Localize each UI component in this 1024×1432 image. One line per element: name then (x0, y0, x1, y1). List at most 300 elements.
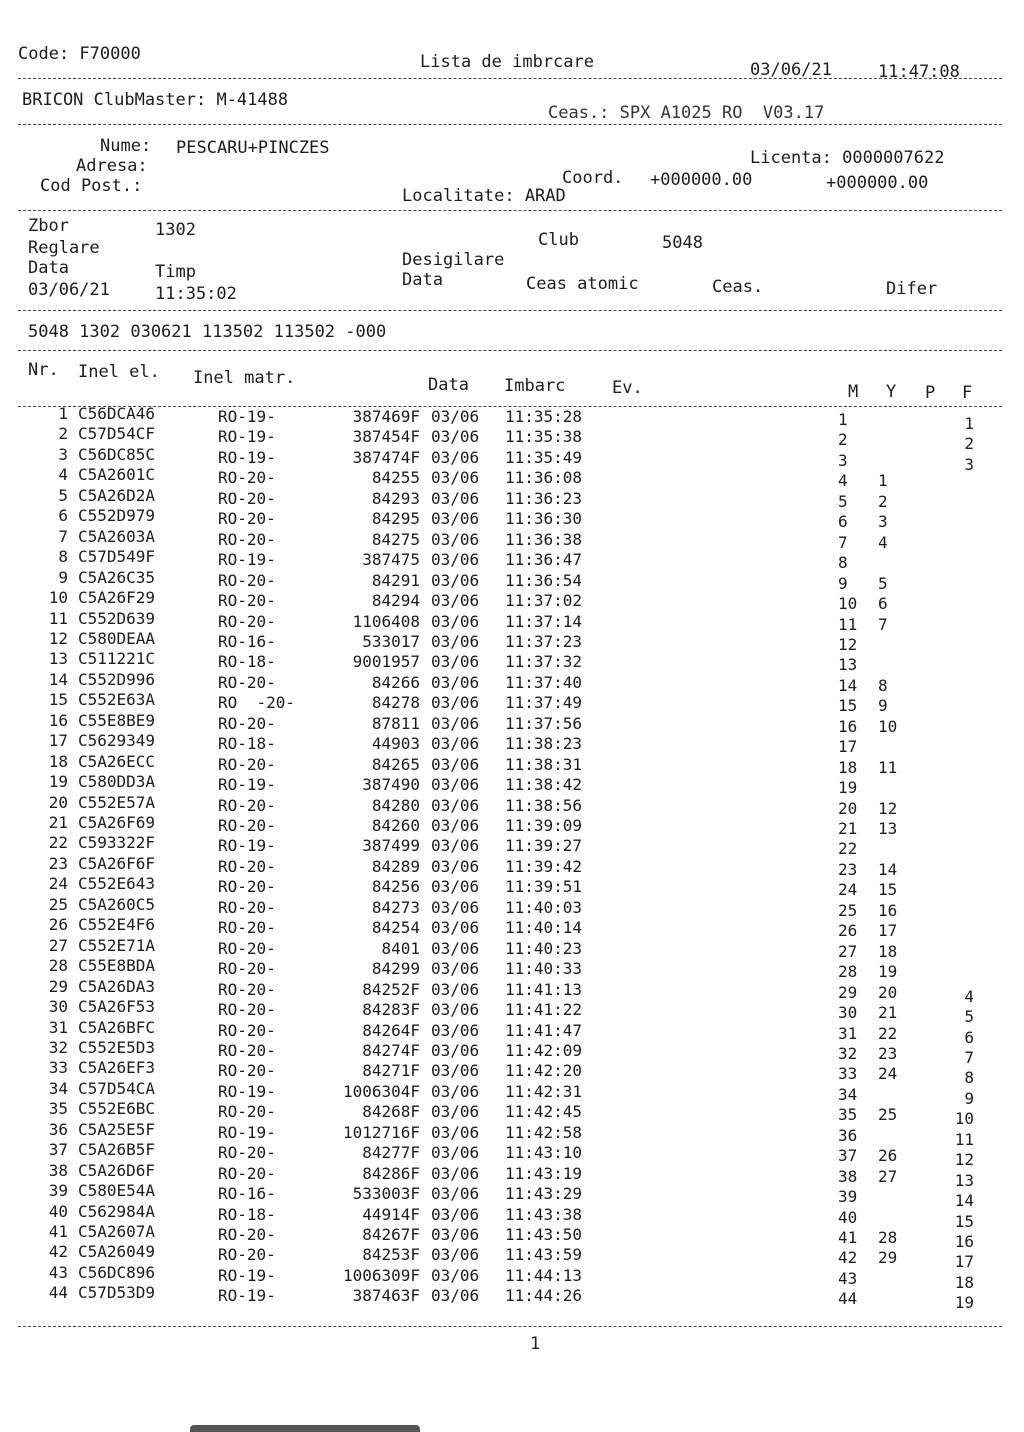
table-row (0, 874, 1024, 900)
arrival-date: 03/06 (431, 591, 480, 611)
ring-prefix: RO-20- (218, 938, 276, 958)
ring-prefix: RO-19- (218, 1265, 276, 1285)
electronic-ring: C57D53D9 (78, 1283, 156, 1303)
ring-number: 84286F (362, 1163, 420, 1183)
ring-prefix: RO-18- (218, 652, 276, 672)
rank-y: 11 (878, 757, 898, 777)
ring-number: 84266 (371, 672, 420, 692)
ring-number: 1106408 (352, 611, 420, 631)
ring-index: 43 (48, 1262, 68, 1282)
ring-number: 84299 (371, 959, 420, 979)
rank-m: 4 (838, 471, 848, 491)
col-imbarc-header: Imbarc (504, 376, 566, 396)
ring-index: 36 (48, 1119, 68, 1139)
ring-prefix: RO-20- (218, 1245, 276, 1265)
electronic-ring: C5A26BFC (78, 1017, 156, 1037)
ring-index: 33 (48, 1058, 68, 1078)
ring-prefix: RO-20- (218, 509, 276, 529)
electronic-ring: C5A26B5F (78, 1140, 156, 1160)
atomic-clock-label: Ceas atomic (526, 274, 639, 294)
arrival-time: 11:43:29 (505, 1184, 583, 1204)
ring-number: 84291 (371, 570, 420, 590)
ring-index: 22 (48, 833, 68, 853)
table-row (0, 649, 1024, 675)
arrival-date: 03/06 (431, 1061, 480, 1081)
rank-y: 7 (878, 614, 888, 634)
arrival-date: 03/06 (431, 1163, 480, 1183)
ring-index: 3 (58, 444, 68, 464)
coord-label: Coord. (562, 168, 624, 188)
ring-prefix: RO-20- (218, 591, 276, 611)
ring-prefix: RO-20- (218, 570, 276, 590)
rank-m: 5 (838, 491, 848, 511)
arrival-date: 03/06 (431, 918, 480, 938)
arrival-time: 11:37:49 (505, 693, 583, 713)
arrival-date: 03/06 (431, 1122, 480, 1142)
electronic-ring: C562984A (78, 1201, 156, 1221)
electronic-ring: C5A26F29 (78, 588, 156, 608)
code-label: Code: F70000 (18, 44, 141, 64)
rank-m: 36 (838, 1125, 858, 1145)
ring-prefix: RO-20- (218, 713, 276, 733)
rank-y: 25 (878, 1105, 898, 1125)
table-row (0, 751, 1024, 777)
arrival-date: 03/06 (431, 1286, 480, 1306)
ring-prefix: RO-20- (218, 1020, 276, 1040)
arrival-date: 03/06 (431, 754, 480, 774)
ring-number: 84271F (362, 1061, 420, 1081)
separator (18, 78, 1002, 79)
rank-y: 24 (878, 1064, 898, 1084)
electronic-ring: C5A26EF3 (78, 1058, 156, 1078)
table-row (0, 853, 1024, 879)
arrival-date: 03/06 (431, 1204, 480, 1224)
rank-m: 3 (838, 450, 848, 470)
ring-number: 84260 (371, 816, 420, 835)
ring-prefix: RO-20- (218, 959, 276, 979)
rank-m: 40 (838, 1207, 858, 1227)
arrival-time: 11:37:02 (505, 591, 583, 611)
ring-prefix: RO-19- (218, 1286, 276, 1306)
ring-prefix: RO-20- (218, 1061, 276, 1081)
rank-m: 25 (838, 900, 858, 920)
ring-index: 21 (48, 813, 68, 832)
rank-y: 17 (878, 921, 898, 941)
rank-m: 28 (838, 962, 858, 982)
arrival-date: 03/06 (431, 570, 480, 590)
arrival-date: 03/06 (431, 427, 480, 447)
table-row (0, 1037, 1024, 1067)
table-row (0, 465, 1024, 491)
ring-prefix: RO-18- (218, 734, 276, 754)
rank-y: 5 (878, 573, 888, 593)
ring-number: 84264F (362, 1020, 420, 1040)
rank-f: 15 (954, 1211, 974, 1231)
ring-prefix: RO-20- (218, 1163, 276, 1183)
arrival-time: 11:43:38 (505, 1204, 583, 1224)
electronic-ring: C552E63A (78, 690, 156, 710)
difference-label: Difer (886, 279, 938, 299)
electronic-ring: C56DC896 (78, 1262, 156, 1282)
table-row (0, 628, 1024, 654)
arrival-time: 11:39:42 (505, 856, 583, 876)
flight-number: 1302 (155, 220, 196, 240)
ring-number: 1012716F (342, 1122, 420, 1142)
rank-m: 11 (838, 614, 858, 634)
arrival-time: 11:37:40 (505, 672, 583, 692)
electronic-ring: C5A26049 (78, 1242, 156, 1262)
rank-m: 10 (838, 594, 858, 614)
table-row (0, 690, 1024, 716)
ring-prefix: RO-20- (218, 856, 276, 876)
clock-info: Ceas.: SPX A1025 RO V03.17 (548, 103, 825, 123)
ring-prefix: RO-19- (218, 407, 276, 426)
print-date: 03/06/21 (750, 60, 832, 80)
electronic-ring: C5A260C5 (78, 894, 156, 914)
arrival-time: 11:42:31 (505, 1081, 583, 1101)
rank-m: 6 (838, 512, 848, 532)
arrival-date: 03/06 (431, 959, 480, 979)
ring-index: 35 (48, 1099, 68, 1119)
address-label: Adresa: (76, 156, 148, 176)
rank-f: 19 (954, 1293, 974, 1313)
rank-m: 13 (838, 655, 858, 675)
rank-m: 29 (838, 982, 858, 1002)
rank-m: 37 (838, 1146, 858, 1166)
rank-y: 3 (878, 512, 888, 532)
electronic-ring: C56DC85C (78, 444, 156, 464)
arrival-time: 11:43:19 (505, 1163, 583, 1183)
ring-index: 23 (48, 853, 68, 873)
col-inel-el-header: Inel el. (78, 362, 160, 382)
electronic-ring: C5A26F69 (78, 813, 156, 832)
table-row (0, 710, 1024, 736)
ring-index: 1 (58, 404, 68, 423)
electronic-ring: C552D996 (78, 669, 156, 689)
electronic-ring: C580DEAA (78, 628, 156, 648)
ring-index: 19 (48, 772, 68, 792)
arrival-date: 03/06 (431, 836, 480, 856)
ring-prefix: RO-20- (218, 795, 276, 815)
separator (18, 210, 1002, 211)
ring-prefix: RO-20- (218, 1143, 276, 1163)
table-row (0, 1201, 1024, 1231)
table-row (0, 506, 1024, 532)
ring-number: 84289 (371, 856, 420, 876)
rank-f: 7 (964, 1047, 974, 1067)
ring-prefix: RO-20- (218, 468, 276, 488)
ring-number: 84295 (371, 509, 420, 529)
ring-number: 387475 (362, 550, 420, 570)
ring-prefix: RO-20- (218, 1040, 276, 1060)
rank-m: 9 (838, 573, 848, 593)
arrival-date: 03/06 (431, 631, 480, 651)
ring-index: 17 (48, 731, 68, 751)
ring-prefix: RO-19- (218, 550, 276, 570)
ring-number: 84253F (362, 1245, 420, 1265)
rank-f: 14 (954, 1191, 974, 1211)
table-row (0, 404, 1024, 433)
electronic-ring: C5A26DA3 (78, 976, 156, 996)
electronic-ring: C511221C (78, 649, 156, 669)
table-row (0, 444, 1024, 474)
arrival-date: 03/06 (431, 1102, 480, 1122)
summary-line: 5048 1302 030621 113502 113502 -000 (28, 322, 387, 342)
rank-f: 9 (964, 1088, 974, 1108)
arrival-time: 11:39:51 (505, 877, 583, 897)
arrival-date: 03/06 (431, 734, 480, 754)
ring-number: 84283F (362, 1000, 420, 1020)
ring-index: 16 (48, 710, 68, 730)
arrival-time: 11:43:10 (505, 1143, 583, 1163)
rank-m: 32 (838, 1043, 858, 1063)
electronic-ring: C5A2603A (78, 526, 156, 546)
col-y-header: Y (886, 382, 897, 402)
arrival-time: 11:37:23 (505, 631, 583, 651)
rank-m: 18 (838, 757, 858, 777)
ring-number: 84252F (362, 979, 420, 999)
rank-m: 27 (838, 941, 858, 961)
arrival-date: 03/06 (431, 1040, 480, 1060)
ring-prefix: RO-19- (218, 447, 276, 467)
electronic-ring: C5A26F53 (78, 997, 156, 1017)
coord-x: +000000.00 (650, 170, 753, 190)
ring-prefix: RO-20- (218, 1000, 276, 1020)
ring-number: 84293 (371, 488, 420, 508)
electronic-ring: C57D549F (78, 547, 156, 567)
rank-m: 19 (838, 778, 858, 798)
arrival-date: 03/06 (431, 611, 480, 631)
arrival-date: 03/06 (431, 795, 480, 815)
ring-prefix: RO-16- (218, 631, 276, 651)
ring-number: 84280 (371, 795, 420, 815)
ring-prefix: RO-18- (218, 1204, 276, 1224)
clubmaster-label: BRICON ClubMaster: M-41488 (22, 90, 289, 110)
ring-number: 533003F (352, 1184, 420, 1204)
rank-m: 30 (838, 1003, 858, 1023)
reglare-label: Reglare (28, 238, 100, 258)
col-f-header: F (962, 383, 973, 403)
table-row (0, 894, 1024, 920)
electronic-ring: C5A26D2A (78, 485, 156, 505)
ring-number: 84265 (371, 754, 420, 774)
rank-m: 16 (838, 716, 858, 736)
electronic-ring: C5A26F6F (78, 853, 156, 873)
ring-prefix: RO-20- (218, 488, 276, 508)
rank-m: 44 (838, 1289, 858, 1309)
ring-number: 84273 (371, 897, 420, 917)
ring-number: 84294 (371, 591, 420, 611)
electronic-ring: C552E643 (78, 874, 156, 894)
electronic-ring: C5A25E5F (78, 1119, 156, 1139)
electronic-ring: C552E57A (78, 792, 156, 812)
document-title: Lista de imbrcare (420, 52, 594, 72)
rank-f: 2 (964, 434, 974, 454)
arrival-date: 03/06 (431, 1245, 480, 1265)
arrival-time: 11:37:32 (505, 652, 583, 672)
ring-number: 1006309F (342, 1265, 420, 1285)
arrival-date: 03/06 (431, 1020, 480, 1040)
ring-prefix: RO-20- (218, 897, 276, 917)
ring-index: 5 (58, 485, 68, 505)
rank-m: 20 (838, 798, 858, 818)
electronic-ring: C552E4F6 (78, 915, 156, 935)
postal-code-label: Cod Post.: (40, 176, 143, 196)
ring-index: 28 (48, 956, 68, 976)
arrival-time: 11:38:31 (505, 754, 583, 774)
arrival-time: 11:42:58 (505, 1122, 583, 1142)
rank-m: 17 (838, 737, 858, 757)
rank-m: 15 (838, 696, 858, 716)
rank-f: 12 (954, 1150, 974, 1170)
arrival-time: 11:38:56 (505, 795, 583, 815)
table-row (0, 588, 1024, 614)
arrival-date: 03/06 (431, 877, 480, 897)
ring-index: 11 (48, 608, 68, 628)
electronic-ring: C56DCA46 (78, 404, 156, 423)
locality: Localitate: ARAD (402, 186, 566, 206)
ring-prefix: RO-19- (218, 836, 276, 856)
desigilare-data-label: Data (402, 270, 443, 290)
ring-number: 1006304F (342, 1081, 420, 1101)
arrival-date: 03/06 (431, 1265, 480, 1285)
ring-prefix: RO-20- (218, 979, 276, 999)
electronic-ring: C580E54A (78, 1181, 156, 1201)
ring-index: 10 (48, 588, 68, 608)
electronic-ring: C5A26ECC (78, 751, 156, 771)
col-inel-matr-header: Inel matr. (193, 368, 296, 388)
rank-y: 28 (878, 1228, 898, 1247)
arrival-date: 03/06 (431, 1225, 480, 1244)
arrival-time: 11:36:08 (505, 468, 583, 488)
table-row (0, 772, 1024, 798)
ring-index: 29 (48, 976, 68, 996)
arrival-date: 03/06 (431, 713, 480, 733)
ring-prefix: RO-20- (218, 877, 276, 897)
rank-f: 18 (954, 1272, 974, 1292)
arrival-time: 11:36:38 (505, 529, 583, 549)
ring-number: 387490 (362, 775, 420, 795)
print-time: 11:47:08 (878, 62, 960, 82)
ring-index: 39 (48, 1181, 68, 1201)
rank-y: 12 (878, 798, 898, 818)
rank-m: 33 (838, 1064, 858, 1084)
arrival-time: 11:40:03 (505, 897, 583, 917)
arrival-date: 03/06 (431, 775, 480, 795)
reglare-time-label: Timp (155, 262, 196, 282)
rank-f: 13 (954, 1170, 974, 1190)
rank-m: 22 (838, 839, 858, 859)
table-row (0, 669, 1024, 695)
arrival-time: 11:36:30 (505, 509, 583, 529)
electronic-ring: C552E5D3 (78, 1037, 156, 1057)
arrival-date: 03/06 (431, 468, 480, 488)
ring-number: 84277F (362, 1143, 420, 1163)
ring-number: 84275 (371, 529, 420, 549)
arrival-time: 11:38:23 (505, 734, 583, 754)
electronic-ring: C55E8BE9 (78, 710, 156, 730)
ring-index: 6 (58, 506, 68, 526)
ring-index: 32 (48, 1037, 68, 1057)
rank-y: 19 (878, 962, 898, 982)
electronic-ring: C5A26C35 (78, 567, 156, 587)
arrival-time: 11:44:13 (505, 1265, 583, 1285)
license-number: Licenta: 0000007622 (750, 148, 945, 168)
ring-index: 41 (48, 1222, 68, 1241)
arrival-date: 03/06 (431, 693, 480, 713)
arrival-date: 03/06 (431, 1081, 480, 1101)
rank-y: 10 (878, 716, 898, 736)
ring-prefix: RO-20- (218, 529, 276, 549)
table-row (0, 792, 1024, 818)
ring-number: 84268F (362, 1102, 420, 1122)
rank-f: 6 (964, 1027, 974, 1047)
rank-y: 13 (878, 819, 898, 838)
ring-number: 387469F (352, 407, 420, 426)
rank-m: 7 (838, 532, 848, 552)
ring-number: 387474F (352, 447, 420, 467)
ring-number: 84256 (371, 877, 420, 897)
table-row (0, 567, 1024, 593)
arrival-date: 03/06 (431, 488, 480, 508)
col-p-header: P (925, 383, 936, 403)
electronic-ring: C55E8BDA (78, 956, 156, 976)
arrival-time: 11:37:14 (505, 611, 583, 631)
rank-m: 8 (838, 553, 848, 573)
arrival-date: 03/06 (431, 447, 480, 467)
rank-m: 21 (838, 819, 858, 838)
ring-prefix: RO-20- (218, 816, 276, 835)
table-row (0, 915, 1024, 941)
table-row (0, 976, 1024, 1006)
ring-prefix: RO-19- (218, 1122, 276, 1142)
table-row (0, 731, 1024, 757)
rank-m: 31 (838, 1023, 858, 1043)
table-row (0, 485, 1024, 511)
scan-edge-shadow (190, 1425, 420, 1432)
page-number: 1 (530, 1334, 541, 1354)
rank-m: 1 (838, 410, 848, 429)
ring-number: 84267F (362, 1225, 420, 1244)
ring-number: 84274F (362, 1040, 420, 1060)
rank-m: 39 (838, 1187, 858, 1207)
table-row (0, 935, 1024, 961)
reglare-data-label: Data (28, 258, 69, 278)
rank-m: 24 (838, 880, 858, 900)
electronic-ring: C593322F (78, 833, 156, 853)
rank-f: 16 (954, 1232, 974, 1251)
ring-index: 12 (48, 628, 68, 648)
table-row (0, 1078, 1024, 1108)
rank-y: 26 (878, 1146, 898, 1166)
arrival-time: 11:41:22 (505, 1000, 583, 1020)
rank-m: 43 (838, 1268, 858, 1288)
ring-prefix: RO-20- (218, 611, 276, 631)
rank-y: 8 (878, 675, 888, 695)
electronic-ring: C5629349 (78, 731, 156, 751)
reglare-date: 03/06/21 (28, 280, 110, 300)
ring-number: 84278 (371, 693, 420, 713)
rank-m: 12 (838, 634, 858, 654)
arrival-date: 03/06 (431, 550, 480, 570)
arrival-time: 11:40:23 (505, 938, 583, 958)
ring-number: 9001957 (352, 652, 420, 672)
arrival-time: 11:42:20 (505, 1061, 583, 1081)
ring-index: 14 (48, 669, 68, 689)
arrival-date: 03/06 (431, 509, 480, 529)
ring-number: 387454F (352, 427, 420, 447)
arrival-date: 03/06 (431, 816, 480, 835)
